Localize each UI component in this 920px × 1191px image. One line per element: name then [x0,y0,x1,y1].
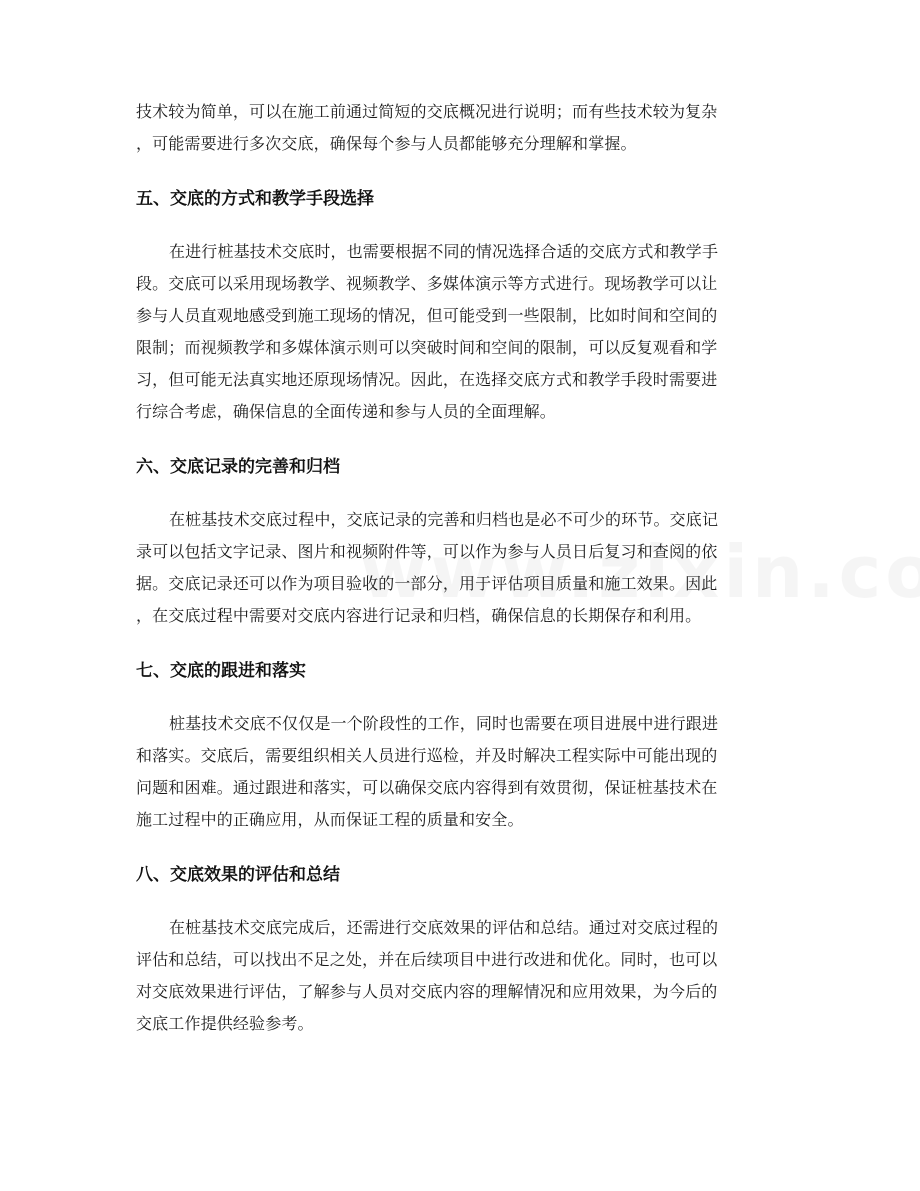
paragraph-line: 对交底效果进行评估，了解参与人员对交底内容的理解情况和应用效果，为今后的 [136,982,718,1001]
paragraph-line: 施工过程中的正确应用，从而保证工程的质量和安全。 [136,810,524,829]
intro-paragraph [136,96,786,160]
paragraph-line: 据。交底记录还可以作为项目验收的一部分，用于评估项目质量和施工效果。因此 [136,574,718,593]
paragraph-line: 段。交底可以采用现场教学、视频教学、多媒体演示等方式进行。现场教学可以让 [136,274,718,293]
paragraph-line: 参与人员直观地感受到施工现场的情况，但可能受到一些限制，比如时间和空间的 [136,306,718,325]
section-heading-6: 六、交底记录的完善和归档 [136,457,340,477]
section-heading-5: 五、交底的方式和教学手段选择 [136,189,374,209]
section-paragraph-7 [136,708,786,836]
paragraph-line: 交底工作提供经验参考。 [136,1014,314,1033]
paragraph-line: ，在交底过程中需要对交底内容进行记录和归档，确保信息的长期保存和利用。 [136,606,702,625]
paragraph-line: 行综合考虑，确保信息的全面传递和参与人员的全面理解。 [136,402,556,421]
section-heading-8: 八、交底效果的评估和总结 [136,865,340,885]
paragraph-line: 评估和总结，可以找出不足之处，并在后续项目中进行改进和优化。同时，也可以 [136,950,718,969]
section-paragraph-8 [136,912,786,1040]
paragraph-line: 限制；而视频教学和多媒体演示则可以突破时间和空间的限制，可以反复观看和学 [136,338,718,357]
paragraph-line: ，可能需要进行多次交底，确保每个参与人员都能够充分理解和掌握。 [136,134,637,153]
paragraph-line: 和落实。交底后，需要组织相关人员进行巡检，并及时解决工程实际中可能出现的 [136,746,718,765]
document-page [136,96,786,1040]
paragraph-line: 在桩基技术交底完成后，还需进行交底效果的评估和总结。通过对交底过程的 [169,918,719,937]
paragraph-line: 桩基技术交底不仅仅是一个阶段性的工作，同时也需要在项目进展中进行跟进 [169,714,719,733]
paragraph-line: 技术较为简单，可以在施工前通过简短的交底概况进行说明；而有些技术较为复杂 [136,102,718,121]
paragraph-line: 问题和困难。通过跟进和落实，可以确保交底内容得到有效贯彻，保证桩基技术在 [136,778,718,797]
paragraph-line: 在进行桩基技术交底时，也需要根据不同的情况选择合适的交底方式和教学手 [169,242,719,261]
paragraph-line: 习，但可能无法真实地还原现场情况。因此，在选择交底方式和教学手段时需要进 [136,370,718,389]
paragraph-line: 录可以包括文字记录、图片和视频附件等，可以作为参与人员日后复习和查阅的依 [136,542,718,561]
section-paragraph-5 [136,236,786,428]
section-paragraph-6 [136,504,786,632]
paragraph-line: 在桩基技术交底过程中，交底记录的完善和归档也是必不可少的环节。交底记 [169,510,719,529]
section-heading-7: 七、交底的跟进和落实 [136,661,306,681]
